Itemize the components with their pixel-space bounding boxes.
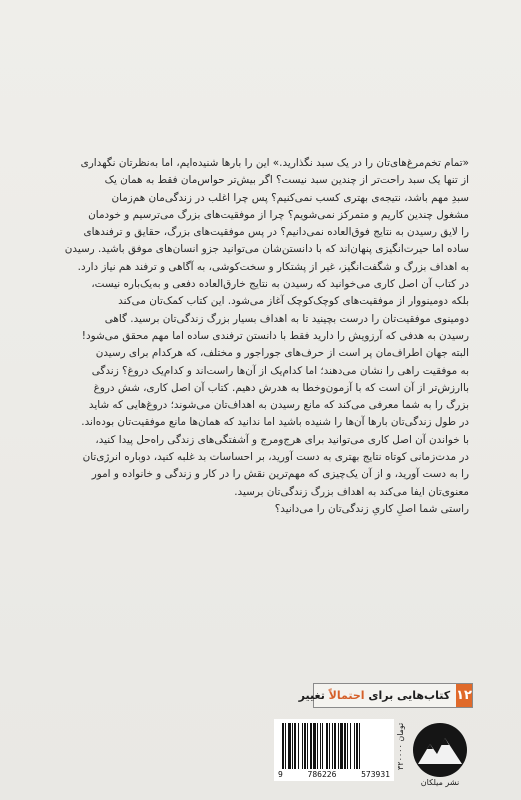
blurb-line: معنوی‌تان ایفا می‌کند به اهداف بزرگ زندگی‌تان برسید. bbox=[234, 485, 469, 498]
publisher-name: نشر میلکان bbox=[420, 778, 460, 787]
blurb-line: با خواندن آن اصل کاری می‌توانید برای هرج‌ومرج و آشفتگی‌های زندگی راه‌حل پیدا کنید، bbox=[95, 433, 469, 446]
blurb-line: رسیدن به هدفی که آرزویش را دارید فقط با دانستن ترفندی ساده اما مهم محقق می‌شود! bbox=[81, 329, 469, 342]
blurb-line: در کتاب آن اصل کاری می‌خوانید که رسیدن به نتایج خارق‌العاده دفعی و به‌یک‌باره نیست، bbox=[91, 278, 469, 291]
barcode-digit-group: 786226 bbox=[307, 770, 337, 779]
closing-question: راستی شما اصلِ کاریِ زندگی‌تان را می‌دانید؟ bbox=[274, 502, 469, 515]
blurb-line: به موفقیت راهی را نشان می‌دهند؛ اما کدام‌یک از آن‌ها راست‌اند و کدام‌یک دروغ؟ زندگی bbox=[91, 364, 469, 377]
blurb-line: بلکه دومینووار از موفقیت‌های کوچک‌کوچک آغاز می‌شود. این کتاب کمک‌تان می‌کند bbox=[118, 295, 469, 308]
blurb-line: سبدِ مهم باشد، نتیجه‌ی بهتری کسب نمی‌کنیم؟ پس چرا اغلب در زندگی‌مان هم‌زمان bbox=[111, 191, 469, 204]
series-title-suffix: تغییر bbox=[298, 689, 329, 702]
barcode-digit-group: 9 bbox=[278, 770, 283, 779]
barcode-digit-group: 573931 bbox=[361, 770, 390, 779]
series-badge bbox=[298, 683, 473, 708]
blurb-line: به اهداف بزرگ و شگفت‌انگیز، غیر از پشتکار و سخت‌کوشی، به آگاهی و ترفند هم نیاز دارد. bbox=[77, 260, 469, 273]
blurb-line: باارزش‌تر از آن است که با آزمون‌وخطا به هدرش دهیم. کتاب آن اصل کاری، شش دروغ bbox=[93, 381, 469, 394]
blurb-line: را لایق رسیدن به نتایج فوق‌العاده نمی‌دانیم؟ در پس موفقیت‌های بزرگ، حقایق و ترفندهای bbox=[83, 226, 469, 239]
barcode bbox=[274, 719, 394, 781]
series-number: ۱۲ bbox=[456, 684, 472, 707]
blurb-line: بزرگ را به شما معرفی می‌کند که مانع رسیدن به اهداف‌تان می‌شوند؛ دروغ‌هایی که شاید bbox=[88, 399, 469, 412]
blurb-line: در طول زندگی‌تان بارها آن‌ها را شنیده باشید اما ندانید که همان‌ها مانع موفقیت‌تان بوده‌اند. bbox=[81, 416, 469, 429]
blurb-text bbox=[57, 155, 469, 518]
price-label: ۳۲۰۰۰۰ تومان bbox=[396, 722, 405, 770]
blurb-line: مشغول چندین کاریم و متمرکز نمی‌شویم؟ چرا از موفقیت‌های بزرگ می‌ترسیم و خودمان bbox=[88, 208, 469, 221]
blurb-line: «تمام تخم‌مرغ‌های‌تان را در یک سبد نگذارید.» این را بارها شنیده‌ایم، اما به‌نظرتان نگهداری bbox=[80, 157, 469, 169]
barcode-bars-icon bbox=[282, 723, 386, 769]
blurb-line: از تنها یک سبد راحت‌تر از چندین سبد نیست؟ اگر بیش‌تر حواس‌مان فقط به همان یک bbox=[104, 174, 469, 187]
barcode-digits bbox=[278, 770, 390, 779]
publisher-mountain-logo-icon bbox=[410, 720, 470, 782]
blurb-line: البته جهان اطراف‌مان پر است از حرف‌های جوراجور و مختلف، که هرکدام برای رسیدن bbox=[95, 347, 469, 360]
series-title-prefix: کتاب‌هایی برای bbox=[364, 689, 451, 702]
series-title bbox=[299, 689, 456, 702]
series-title-accent: احتمالاً bbox=[328, 689, 365, 702]
blurb-line: را به دست آورید، و از آن یک‌چیزی که مهم‌ترین نقش را در کار و زندگی و خانواده و امور bbox=[91, 468, 469, 481]
blurb-line: ساده اما حیرت‌انگیزی پنهان‌اند که با دانستن‌شان می‌توانید جزو انسان‌های موفق باشید. رسیدن bbox=[64, 243, 469, 256]
blurb-line: در مدت‌زمانی کوتاه نتایج بهتری به دست آورید، بر احساسات بد غلبه کنید، دوباره انرژی‌تان bbox=[82, 451, 469, 464]
blurb-line: دومینوی موفقیت‌تان را درست بچینید تا به اهداف بسیار بزرگ زندگی‌تان برسید. گاهی bbox=[104, 312, 469, 325]
